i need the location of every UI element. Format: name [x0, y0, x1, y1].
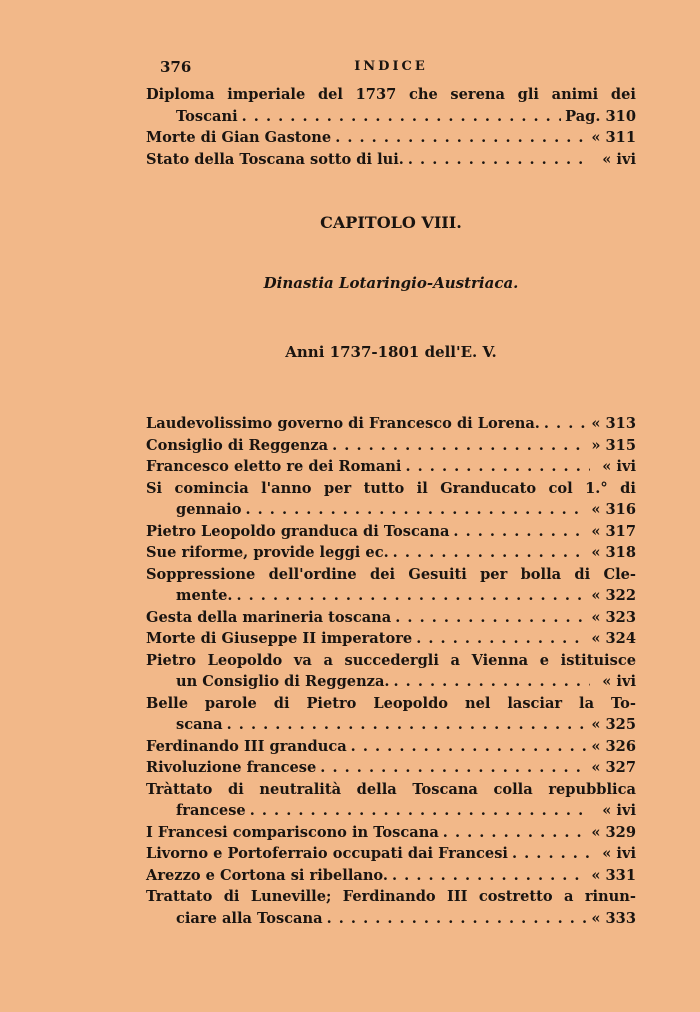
entry-word: serena	[450, 86, 505, 103]
entry-line	[146, 757, 636, 779]
entry-line	[146, 106, 636, 128]
entry-title: Rivoluzione francese	[146, 759, 317, 776]
entry-word: per	[480, 565, 508, 583]
entry-word: Si	[146, 479, 163, 497]
page-reference: « 316	[591, 501, 636, 518]
index-entry	[146, 84, 636, 127]
entry-line	[146, 800, 636, 822]
index-entry	[146, 149, 636, 171]
index-entry	[146, 542, 636, 564]
dot-leader	[453, 521, 587, 543]
entry-word: rinun-	[584, 888, 636, 905]
index-entry	[146, 607, 636, 629]
entry-word: Leopoldo	[373, 694, 449, 712]
entry-word: del	[317, 86, 343, 103]
entry-title: Laudevolissimo governo di Francesco di Lorena.	[146, 415, 540, 432]
entry-word: Pietro	[306, 694, 357, 712]
entry-line	[146, 886, 636, 908]
page-reference: » 315	[591, 436, 636, 454]
entry-word: Diploma	[146, 86, 215, 103]
chapter-years: Anni 1737-1801 dell'E. V.	[285, 343, 497, 361]
entry-word: Leopoldo	[207, 651, 283, 669]
page-reference: « 333	[591, 909, 636, 927]
dot-leader	[327, 908, 588, 930]
entry-title: Ferdinando III granduca	[146, 737, 347, 755]
entry-word: della	[356, 780, 397, 798]
entry-line	[146, 843, 636, 865]
entry-word: a	[564, 888, 574, 905]
entry-line	[146, 607, 636, 629]
entry-word: gli	[517, 86, 539, 103]
index-entry	[146, 435, 636, 457]
page-reference: « ivi	[602, 458, 636, 475]
entry-word: va	[293, 651, 312, 669]
entry-line	[146, 84, 636, 106]
page-reference: « 327	[591, 759, 636, 776]
index-entry	[146, 822, 636, 844]
entry-line	[146, 908, 636, 930]
entry-title: un Consiglio di Reggenza.	[176, 673, 390, 690]
index-entry	[146, 779, 636, 822]
entry-title: Francesco eletto re dei Romani	[146, 458, 402, 475]
entry-word: di	[223, 888, 240, 905]
page-reference: « 326	[591, 737, 636, 755]
entry-word: di	[620, 479, 636, 497]
entry-line	[146, 478, 636, 500]
entry-word: lasciar	[507, 694, 563, 712]
entry-line	[146, 149, 636, 171]
entry-title: ciare alla Toscana	[176, 909, 323, 927]
index-entry	[146, 693, 636, 736]
entry-word: Belle	[146, 694, 188, 712]
entry-word: succedergli	[344, 651, 439, 669]
page-reference: « ivi	[602, 673, 636, 690]
dot-leader	[351, 736, 588, 758]
page-reference: « 317	[591, 522, 636, 540]
page-reference: Pag. 310	[565, 107, 636, 125]
entry-line	[146, 456, 636, 478]
entry-word: a	[323, 651, 333, 669]
chapter-subtitle: Dinastia Lotaringio-Austriaca.	[263, 274, 519, 292]
entry-word: Tràttato	[146, 780, 213, 798]
page-reference: « 324	[591, 630, 636, 647]
page-reference: « ivi	[602, 802, 636, 819]
entry-title: francese	[176, 802, 246, 819]
entry-line	[146, 127, 636, 149]
entry-title: gennaio	[176, 501, 242, 518]
entry-word: imperiale	[227, 86, 306, 103]
entry-line	[146, 499, 636, 521]
entry-word: col	[548, 479, 573, 497]
dot-leader	[408, 149, 590, 171]
entry-word: tutto	[363, 479, 405, 497]
index-entry	[146, 456, 636, 478]
entry-line	[146, 628, 636, 650]
dot-leader	[392, 865, 587, 887]
entry-word: Cle-	[603, 565, 636, 583]
entry-word: Soppressione	[146, 565, 256, 583]
entry-word: che	[408, 86, 438, 103]
entry-word: il	[416, 479, 428, 497]
entry-title: Arezzo e Cortona si ribellano.	[146, 866, 388, 884]
dot-leader	[320, 757, 587, 779]
dot-leader	[512, 843, 590, 865]
index-entry	[146, 757, 636, 779]
entry-line	[146, 693, 636, 715]
entry-word: nel	[464, 694, 491, 712]
index-entry	[146, 736, 636, 758]
entry-word: repubblica	[548, 780, 636, 798]
index-entry	[146, 865, 636, 887]
dot-leader	[416, 628, 587, 650]
entry-line	[146, 779, 636, 801]
entry-word: bolla	[520, 565, 562, 583]
page-reference: « 331	[591, 866, 636, 884]
dot-leader	[544, 413, 587, 435]
entry-title: Sue riforme, provide leggi ec.	[146, 544, 389, 561]
entry-line	[146, 650, 636, 672]
chapter-title: CAPITOLO VIII.	[320, 213, 462, 232]
entry-title: Toscani	[176, 107, 238, 125]
entry-title: scana	[176, 716, 223, 733]
dot-leader	[242, 106, 561, 128]
dot-leader	[395, 607, 587, 629]
entry-title: Consiglio di Reggenza	[146, 436, 329, 454]
entry-title: I Francesi compariscono in Toscana	[146, 823, 439, 841]
entry-line	[146, 521, 636, 543]
entry-word: To-	[610, 694, 636, 712]
entry-word: e	[539, 651, 550, 669]
page-reference: « 329	[591, 823, 636, 841]
entry-word: 1737	[355, 86, 397, 103]
entry-line	[146, 714, 636, 736]
entry-word: Toscana	[412, 780, 478, 798]
entry-title: Morte di Gian Gastone	[146, 129, 332, 146]
entry-word: di	[574, 565, 591, 583]
entry-title: Gesta della marineria toscana	[146, 608, 392, 626]
entry-word: Trattato	[146, 888, 213, 905]
entry-word: per	[324, 479, 352, 497]
entry-word: dei	[610, 86, 636, 103]
entry-word: neutralità	[259, 780, 342, 798]
entry-word: dei	[370, 565, 396, 583]
entry-word: di	[273, 694, 290, 712]
entry-word: Ferdinando	[342, 888, 436, 905]
entry-title: Livorno e Portoferraio occupati dai Francesi	[146, 845, 508, 862]
entry-title: Morte di Giuseppe II imperatore	[146, 630, 413, 647]
entry-word: comincia	[174, 479, 249, 497]
dot-leader	[335, 127, 587, 149]
entry-line	[146, 585, 636, 607]
page-header	[146, 58, 636, 80]
entry-title: Pietro Leopoldo granduca di Toscana	[146, 522, 450, 540]
dot-leader	[332, 435, 587, 457]
entry-word: colla	[493, 780, 533, 798]
dot-leader	[227, 714, 588, 736]
entry-line	[146, 822, 636, 844]
entry-word: la	[579, 694, 595, 712]
dot-leader	[250, 800, 590, 822]
entry-word: di	[227, 780, 244, 798]
page-reference: « 322	[591, 587, 636, 604]
entry-word: III	[447, 888, 468, 905]
index-entries-top	[146, 84, 636, 170]
index-entry	[146, 650, 636, 693]
page-reference: « 313	[591, 415, 636, 432]
entry-word: parole	[204, 694, 257, 712]
entry-word: l'anno	[261, 479, 312, 497]
entry-word: 1.°	[585, 479, 608, 497]
page-reference: « 311	[591, 129, 636, 146]
index-entry	[146, 521, 636, 543]
entry-line	[146, 736, 636, 758]
dot-leader	[405, 456, 590, 478]
entry-word: istituisce	[560, 651, 636, 669]
entry-line	[146, 671, 636, 693]
entry-line	[146, 865, 636, 887]
dot-leader	[443, 822, 588, 844]
index-entry	[146, 886, 636, 929]
entry-word: dell'ordine	[268, 565, 357, 583]
index-entry	[146, 628, 636, 650]
entry-word: animi	[551, 86, 599, 103]
entry-word: Vienna	[471, 651, 529, 669]
entry-word: Granducato	[440, 479, 537, 497]
index-entry	[146, 564, 636, 607]
dot-leader	[245, 499, 587, 521]
page-number: 376	[160, 58, 192, 76]
page-reference: « 325	[591, 716, 636, 733]
dot-leader	[393, 542, 588, 564]
index-entries	[146, 413, 636, 929]
index-entry	[146, 478, 636, 521]
entry-title: mente.	[176, 587, 233, 604]
entry-line	[146, 413, 636, 435]
entry-line	[146, 435, 636, 457]
dot-leader	[394, 671, 591, 693]
running-title: INDICE	[354, 59, 428, 74]
page-reference: « ivi	[602, 845, 636, 862]
entry-title: Stato della Toscana sotto di lui.	[146, 150, 404, 168]
entry-word: costretto	[478, 888, 553, 905]
page-reference: « ivi	[602, 150, 636, 168]
page-reference: « 323	[591, 608, 636, 626]
index-entry	[146, 127, 636, 149]
entry-word: Luneville;	[250, 888, 332, 905]
index-entry	[146, 843, 636, 865]
entry-line	[146, 564, 636, 586]
index-entry	[146, 413, 636, 435]
entry-word: Gesuiti	[408, 565, 467, 583]
entry-line	[146, 542, 636, 564]
entry-word: Pietro	[146, 651, 196, 669]
page-reference: « 318	[591, 544, 636, 561]
dot-leader	[236, 585, 587, 607]
entry-word: a	[450, 651, 460, 669]
